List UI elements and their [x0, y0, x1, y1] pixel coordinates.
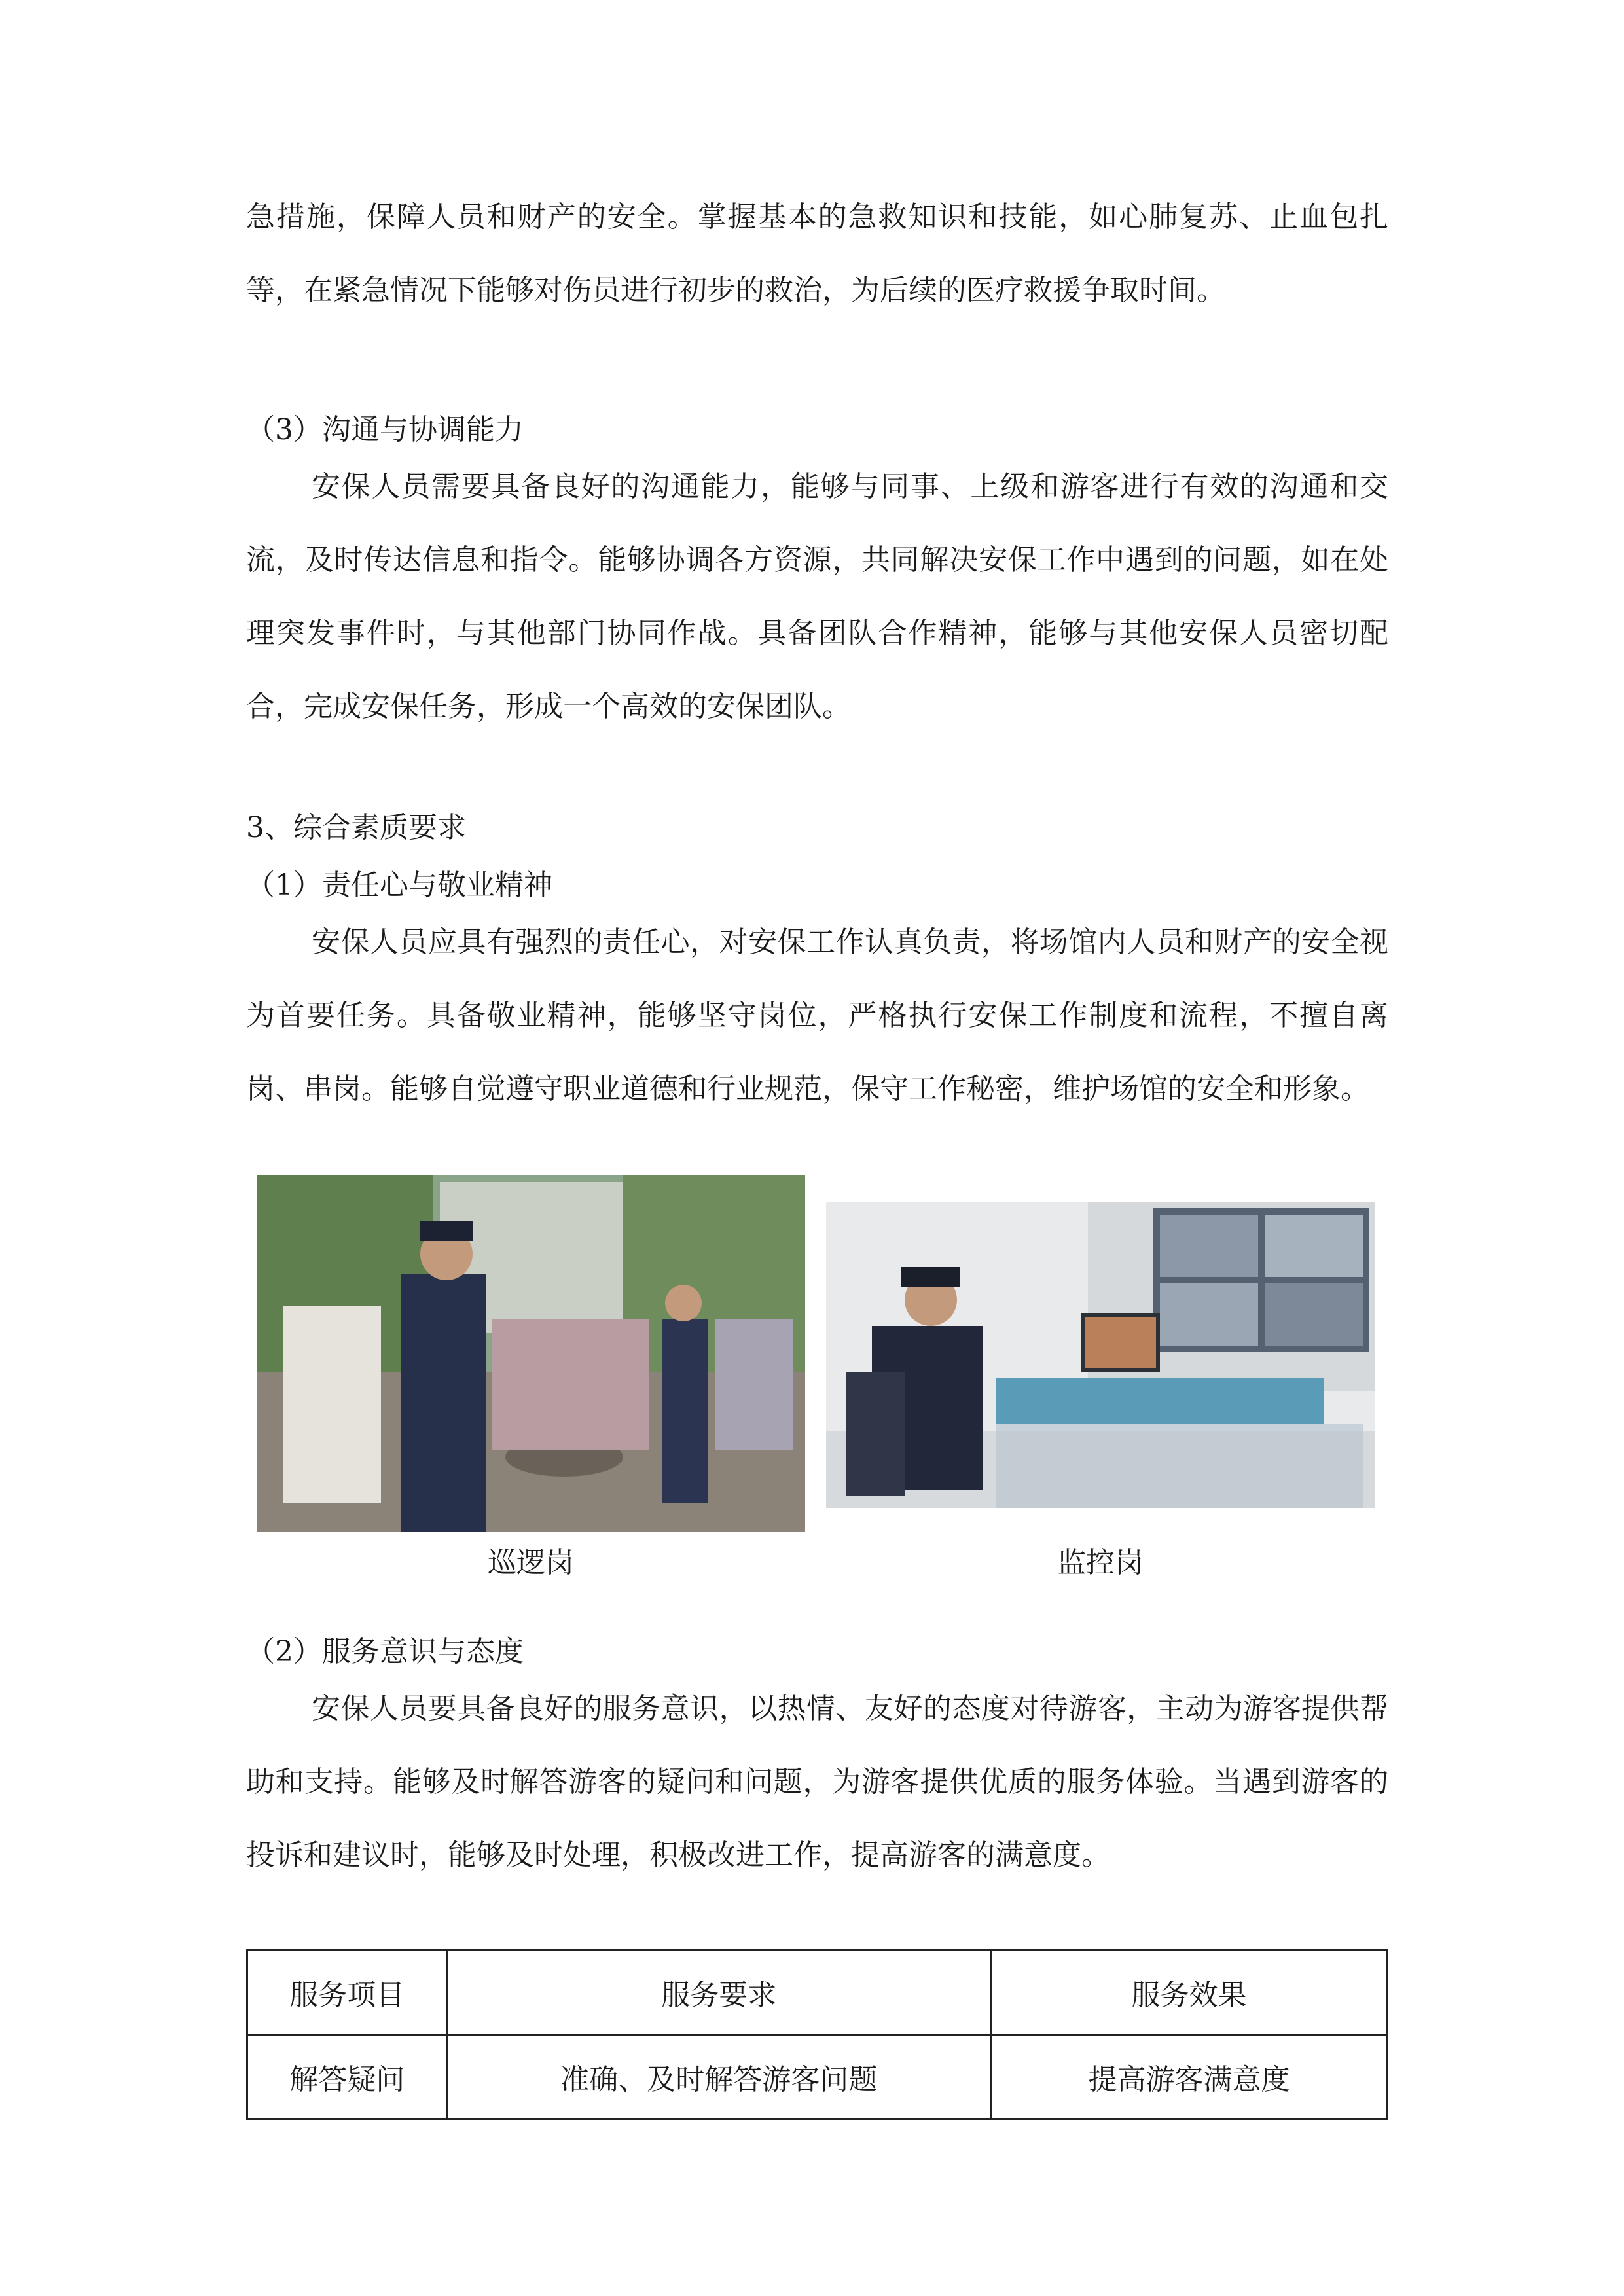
responsibility-paragraph: 安保人员应具有强烈的责任心，对安保工作认真负责，将场馆内人员和财产的安全视为首要任务。具备敬业精神，能够坚守岗位，严格执行安保工作制度和流程，不擅自离岗、串岗。能够自觉遵守职业道德和行业规范，保守工作秘密，维护场馆的安全和形象。 — [246, 925, 1388, 1105]
table-header-row — [247, 1950, 1388, 2035]
section-3-heading: 3、综合素质要求 — [246, 811, 466, 844]
table-cell: 提高游客满意度 — [991, 2035, 1388, 2119]
service-paragraph: 安保人员要具备良好的服务意识，以热情、友好的态度对待游客，主动为游客提供帮助和支持。能够及时解答游客的疑问和问题，为游客提供优质的服务体验。当遇到游客的投诉和建议时，能够及时处理，积极改进工作，提高游客的满意度。 — [246, 1692, 1388, 1872]
communication-heading: （3）沟通与协调能力 — [246, 413, 524, 446]
table-cell: 解答疑问 — [247, 2035, 448, 2119]
monitor-photo — [826, 1202, 1375, 1508]
service-table — [246, 1949, 1388, 2120]
responsibility-heading: （1）责任心与敬业精神 — [246, 869, 552, 902]
table-header-cell: 服务效果 — [991, 1950, 1388, 2035]
patrol-photo — [257, 1175, 805, 1532]
monitor-caption: 监控岗 — [1057, 1546, 1144, 1579]
service-heading: （2）服务意识与态度 — [246, 1635, 524, 1668]
communication-paragraph: 安保人员需要具备良好的沟通能力，能够与同事、上级和游客进行有效的沟通和交流，及时传达信息和指令。能够协调各方资源，共同解决安保工作中遇到的问题，如在处理突发事件时，与其他部门协同作战。具备团队合作精神，能够与其他安保人员密切配合，完成安保任务，形成一个高效的安保团队。 — [246, 470, 1388, 723]
table-header-cell: 服务项目 — [247, 1950, 448, 2035]
table-header-cell: 服务要求 — [447, 1950, 991, 2035]
table-row — [247, 2035, 1388, 2119]
table-cell: 准确、及时解答游客问题 — [447, 2035, 991, 2119]
patrol-caption: 巡逻岗 — [488, 1546, 574, 1579]
intro-paragraph: 急措施，保障人员和财产的安全。掌握基本的急救知识和技能，如心肺复苏、止血包扎等，在紧急情况下能够对伤员进行初步的救治，为后续的医疗救援争取时间。 — [246, 200, 1388, 307]
